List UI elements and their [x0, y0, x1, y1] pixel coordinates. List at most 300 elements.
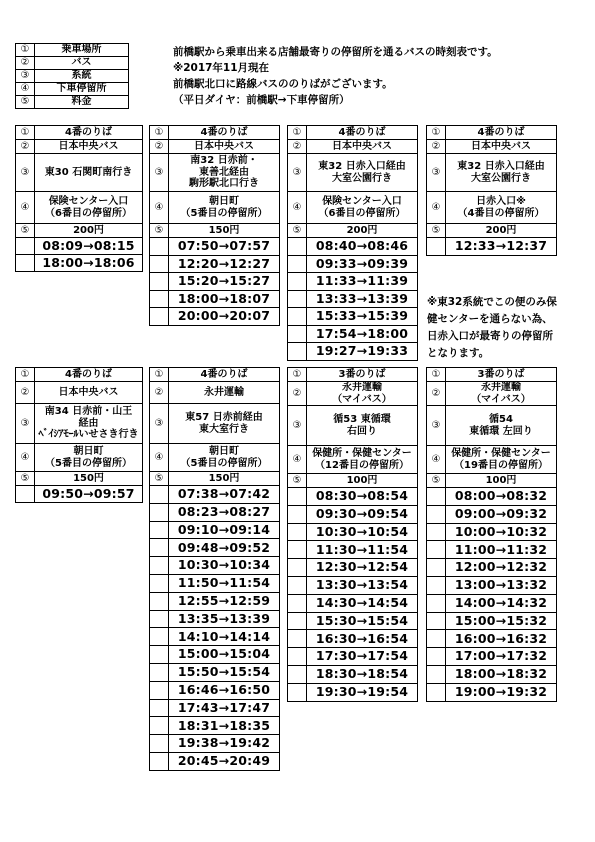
time-row	[427, 683, 557, 701]
bus-company-line: 永井運輸	[481, 382, 521, 393]
time-row	[288, 523, 418, 541]
time-row-spacer	[288, 630, 307, 648]
row-number: ③	[288, 154, 307, 192]
time-row	[427, 541, 557, 559]
time-row-spacer	[288, 488, 307, 506]
legend-row	[16, 44, 129, 57]
time-row	[150, 539, 280, 557]
info-row	[288, 154, 418, 192]
row-number: ②	[150, 382, 169, 404]
time-row	[150, 486, 280, 504]
departure-arrival-time: 13:30→13:54	[307, 576, 418, 594]
row-number: ②	[288, 382, 307, 406]
time-row	[150, 735, 280, 753]
departure-arrival-time: 18:00→18:32	[446, 665, 557, 683]
row-number: ③	[288, 406, 307, 446]
info-row	[427, 224, 557, 238]
departure-arrival-time: 20:00→20:07	[169, 308, 280, 326]
legend-row	[16, 83, 129, 96]
route-name-line: 東30 石関町南行き	[44, 166, 133, 178]
legend-number: ③	[16, 70, 35, 83]
departure-arrival-time: 13:33→13:39	[307, 290, 418, 308]
timetable-4	[426, 125, 557, 256]
time-row	[288, 505, 418, 523]
legend-row	[16, 96, 129, 109]
info-row	[427, 126, 557, 140]
route-name-line: 循53 東循環	[333, 414, 391, 425]
departure-arrival-time: 08:23→08:27	[169, 503, 280, 521]
row-number: ④	[150, 444, 169, 472]
row-number: ⑤	[427, 474, 446, 488]
time-row-spacer	[288, 343, 307, 361]
time-row	[288, 648, 418, 666]
alight-stop-line: （19番目の停留所）	[454, 459, 548, 471]
departure-arrival-time: 08:40→08:46	[307, 238, 418, 256]
time-row-spacer	[150, 521, 169, 539]
boarding-place: 4番のりば	[35, 126, 143, 140]
time-row-spacer	[150, 646, 169, 664]
departure-arrival-time: 17:43→17:47	[169, 699, 280, 717]
departure-arrival-time: 18:00→18:07	[169, 290, 280, 308]
row-number: ①	[150, 368, 169, 382]
route-name	[35, 154, 143, 192]
time-row	[427, 612, 557, 630]
time-row	[150, 574, 280, 592]
info-row	[288, 474, 418, 488]
time-row	[150, 646, 280, 664]
info-row	[427, 406, 557, 446]
route-name-line: 大室公園行き	[471, 172, 531, 184]
time-row	[427, 665, 557, 683]
bus-company: 永井運輸	[169, 382, 280, 404]
route-name	[446, 154, 557, 192]
alight-stop-line: （5番目の停留所）	[180, 457, 268, 469]
departure-arrival-time: 09:30→09:54	[307, 505, 418, 523]
departure-arrival-time: 19:27→19:33	[307, 343, 418, 361]
departure-arrival-time: 12:55→12:59	[169, 592, 280, 610]
info-row	[150, 140, 280, 154]
info-row	[150, 224, 280, 238]
time-row-spacer	[427, 559, 446, 577]
alight-stop-line: 朝日町	[73, 446, 104, 457]
time-row	[288, 238, 418, 256]
fare: 200円	[35, 224, 143, 238]
route-name-line: 東32 日赤入口経由	[318, 161, 406, 172]
departure-arrival-time: 09:10→09:14	[169, 521, 280, 539]
departure-arrival-time: 11:33→11:39	[307, 273, 418, 291]
fare: 150円	[35, 472, 143, 486]
departure-arrival-time: 18:30→18:54	[307, 665, 418, 683]
alight-stop	[446, 192, 557, 224]
departure-arrival-time: 19:00→19:32	[446, 683, 557, 701]
route-name-line: 駒形駅北口行き	[189, 178, 259, 190]
route-name-line: 東循環 左回り	[469, 425, 533, 437]
time-row-spacer	[288, 665, 307, 683]
time-row-spacer	[288, 238, 307, 256]
departure-arrival-time: 15:33→15:39	[307, 308, 418, 326]
note-line: 前橋駅北口に路線バスののりばがございます。	[173, 78, 393, 90]
time-row	[288, 255, 418, 273]
departure-arrival-time: 20:45→20:49	[169, 752, 280, 770]
time-row-spacer	[288, 576, 307, 594]
departure-arrival-time: 14:10→14:14	[169, 628, 280, 646]
time-row-spacer	[288, 523, 307, 541]
info-row	[427, 192, 557, 224]
timetable-1	[15, 125, 143, 272]
time-row-spacer	[288, 648, 307, 666]
info-row	[427, 474, 557, 488]
row-number: ②	[288, 140, 307, 154]
departure-arrival-time: 08:09→08:15	[35, 238, 143, 255]
route-name	[307, 154, 418, 192]
departure-arrival-time: 13:00→13:32	[446, 576, 557, 594]
departure-arrival-time: 12:33→12:37	[446, 238, 557, 256]
time-row-spacer	[427, 523, 446, 541]
time-row-spacer	[150, 238, 169, 256]
route-name-line: 東大室行き	[199, 423, 249, 435]
time-row	[150, 628, 280, 646]
time-row	[150, 290, 280, 308]
alight-stop-line: 朝日町	[209, 446, 239, 457]
route-name-line: 循54	[489, 414, 513, 425]
departure-arrival-time: 16:30→16:54	[307, 630, 418, 648]
departure-arrival-time: 11:50→11:54	[169, 574, 280, 592]
time-row	[288, 488, 418, 506]
time-row	[288, 308, 418, 326]
boarding-place: 4番のりば	[169, 368, 280, 382]
info-row	[150, 126, 280, 140]
time-row	[427, 576, 557, 594]
time-row-spacer	[150, 663, 169, 681]
departure-arrival-time: 10:00→10:32	[446, 523, 557, 541]
fare: 100円	[446, 474, 557, 488]
route-name	[169, 154, 280, 192]
time-row	[288, 594, 418, 612]
legend-row	[16, 70, 129, 83]
time-row	[288, 559, 418, 577]
info-row	[16, 368, 143, 382]
fare: 150円	[169, 224, 280, 238]
bus-company: 日本中央バス	[35, 140, 143, 154]
bus-company	[307, 382, 418, 406]
departure-arrival-time: 15:00→15:32	[446, 612, 557, 630]
time-row	[427, 559, 557, 577]
departure-arrival-time: 13:35→13:39	[169, 610, 280, 628]
row-number: ③	[16, 154, 35, 192]
boarding-place: 3番のりば	[307, 368, 418, 382]
legend-label: 系統	[35, 70, 129, 83]
info-row	[150, 368, 280, 382]
row-number: ④	[16, 192, 35, 224]
info-row	[150, 382, 280, 404]
route-name	[35, 404, 143, 444]
time-row-spacer	[16, 255, 35, 272]
legend-number: ④	[16, 83, 35, 96]
time-row-spacer	[150, 699, 169, 717]
departure-arrival-time: 10:30→10:54	[307, 523, 418, 541]
row-number: ③	[427, 406, 446, 446]
time-row	[150, 610, 280, 628]
time-row	[288, 343, 418, 361]
info-row	[288, 224, 418, 238]
departure-arrival-time: 17:30→17:54	[307, 648, 418, 666]
time-row	[288, 273, 418, 291]
time-row-spacer	[150, 255, 169, 273]
departure-arrival-time: 16:46→16:50	[169, 681, 280, 699]
departure-arrival-time: 11:00→11:32	[446, 541, 557, 559]
alight-stop-line: （5番目の停留所）	[180, 207, 268, 219]
departure-arrival-time: 12:30→12:54	[307, 559, 418, 577]
departure-arrival-time: 11:30→11:54	[307, 541, 418, 559]
info-row	[288, 368, 418, 382]
time-row-spacer	[427, 683, 446, 701]
time-row-spacer	[150, 610, 169, 628]
time-row	[427, 505, 557, 523]
legend-row	[16, 57, 129, 70]
departure-arrival-time: 15:50→15:54	[169, 663, 280, 681]
route-name	[446, 406, 557, 446]
row-number: ⑤	[288, 474, 307, 488]
time-row	[150, 273, 280, 291]
route-name-line: 南34 日赤前・山王	[44, 406, 133, 418]
time-row	[288, 683, 418, 701]
boarding-place: 4番のりば	[169, 126, 280, 140]
route-name-line: 右回り	[347, 425, 377, 437]
row-number: ④	[288, 192, 307, 224]
departure-arrival-time: 12:00→12:32	[446, 559, 557, 577]
boarding-place: 4番のりば	[446, 126, 557, 140]
time-row-spacer	[288, 541, 307, 559]
departure-arrival-time: 14:30→14:54	[307, 594, 418, 612]
departure-arrival-time: 18:31→18:35	[169, 717, 280, 735]
time-row-spacer	[150, 681, 169, 699]
route-name-line: 経由	[78, 417, 99, 429]
row-number: ④	[288, 446, 307, 474]
departure-arrival-time: 07:38→07:42	[169, 486, 280, 504]
info-row	[427, 140, 557, 154]
departure-arrival-time: 09:00→09:32	[446, 505, 557, 523]
row-number: ①	[288, 126, 307, 140]
departure-arrival-time: 09:33→09:39	[307, 255, 418, 273]
time-row	[288, 612, 418, 630]
timetable-5	[15, 367, 143, 503]
row-number: ④	[16, 444, 35, 472]
info-row	[150, 404, 280, 444]
time-row-spacer	[288, 505, 307, 523]
fare: 200円	[446, 224, 557, 238]
departure-arrival-time: 08:30→08:54	[307, 488, 418, 506]
info-row	[288, 126, 418, 140]
time-row	[150, 663, 280, 681]
row-number: ⑤	[16, 224, 35, 238]
time-row-spacer	[150, 752, 169, 770]
info-row	[150, 472, 280, 486]
info-row	[288, 446, 418, 474]
time-row-spacer	[150, 539, 169, 557]
time-row	[288, 665, 418, 683]
route-name-line: 東善北経由	[199, 166, 249, 178]
bus-company-line: （マイバス）	[471, 393, 531, 405]
departure-arrival-time: 09:48→09:52	[169, 539, 280, 557]
time-row	[427, 238, 557, 256]
departure-arrival-time: 17:00→17:32	[446, 648, 557, 666]
alight-stop	[35, 444, 143, 472]
legend-label: 料金	[35, 96, 129, 109]
row-number: ②	[150, 140, 169, 154]
departure-arrival-time: 07:50→07:57	[169, 238, 280, 256]
row-number: ③	[150, 404, 169, 444]
bus-company: 日本中央バス	[307, 140, 418, 154]
departure-arrival-time: 19:38→19:42	[169, 735, 280, 753]
alight-stop	[35, 192, 143, 224]
alight-stop-line: （4番目の停留所）	[457, 207, 545, 219]
alight-stop-line: （6番目の停留所）	[318, 207, 406, 219]
info-row	[427, 368, 557, 382]
time-row	[427, 488, 557, 506]
time-row	[288, 576, 418, 594]
time-row-spacer	[150, 290, 169, 308]
bus-company-line: 永井運輸	[342, 382, 382, 393]
departure-arrival-time: 15:20→15:27	[169, 273, 280, 291]
alight-stop	[169, 192, 280, 224]
alight-stop	[307, 446, 418, 474]
row-number: ④	[427, 446, 446, 474]
route-name-line: 東32 日赤入口経由	[457, 161, 545, 172]
time-row	[150, 238, 280, 256]
info-row	[16, 404, 143, 444]
departure-arrival-time: 15:00→15:04	[169, 646, 280, 664]
alight-stop-line: 日赤入口※	[476, 196, 526, 207]
info-row	[16, 126, 143, 140]
info-row	[288, 382, 418, 406]
time-row-spacer	[16, 238, 35, 255]
time-row-spacer	[150, 717, 169, 735]
time-row	[427, 594, 557, 612]
fare: 100円	[307, 474, 418, 488]
alight-stop	[169, 444, 280, 472]
bus-company: 日本中央バス	[446, 140, 557, 154]
time-row-spacer	[16, 486, 35, 503]
route-remark: ※東32系統でこの便のみ保健センターを通らない為、日赤入口が最寄りの停留所となります。	[427, 296, 557, 359]
time-row	[150, 255, 280, 273]
alight-stop	[307, 192, 418, 224]
note-line: （平日ダイヤ：前橋駅→下車停留所）	[173, 94, 350, 106]
departure-arrival-time: 15:30→15:54	[307, 612, 418, 630]
time-row-spacer	[150, 557, 169, 575]
alight-stop-line: 保健所・保健センター	[451, 448, 551, 459]
row-number: ④	[150, 192, 169, 224]
time-row	[288, 541, 418, 559]
timetable-3	[287, 125, 418, 361]
time-row-spacer	[150, 503, 169, 521]
time-row-spacer	[427, 576, 446, 594]
time-row	[150, 308, 280, 326]
time-row-spacer	[288, 559, 307, 577]
legend-label: 乗車場所	[35, 44, 129, 57]
info-row	[288, 192, 418, 224]
time-row-spacer	[288, 273, 307, 291]
time-row-spacer	[427, 665, 446, 683]
time-row-spacer	[150, 273, 169, 291]
boarding-place: 3番のりば	[446, 368, 557, 382]
info-row	[427, 154, 557, 192]
header-notes	[173, 44, 498, 108]
legend-number: ⑤	[16, 96, 35, 109]
route-name-line: 東57 日赤前経由	[185, 412, 263, 423]
timetable-2	[149, 125, 280, 326]
row-number: ①	[427, 368, 446, 382]
departure-arrival-time: 17:54→18:00	[307, 325, 418, 343]
info-row	[427, 446, 557, 474]
time-row-spacer	[288, 594, 307, 612]
legend-label: 下車停留所	[35, 83, 129, 96]
route-name	[307, 406, 418, 446]
time-row-spacer	[427, 488, 446, 506]
info-row	[150, 192, 280, 224]
time-row-spacer	[427, 612, 446, 630]
row-number: ③	[150, 154, 169, 192]
time-row	[16, 238, 143, 255]
time-row-spacer	[150, 628, 169, 646]
bus-company: 日本中央バス	[35, 382, 143, 404]
route-name	[169, 404, 280, 444]
time-row	[427, 523, 557, 541]
alight-stop-line: （6番目の停留所）	[45, 207, 132, 219]
boarding-place: 4番のりば	[35, 368, 143, 382]
time-row	[288, 325, 418, 343]
time-row	[16, 486, 143, 503]
time-row	[150, 503, 280, 521]
departure-arrival-time: 19:30→19:54	[307, 683, 418, 701]
row-number: ①	[16, 126, 35, 140]
timetable-6	[149, 367, 280, 771]
departure-arrival-time: 16:00→16:32	[446, 630, 557, 648]
bus-company	[446, 382, 557, 406]
row-number: ②	[16, 140, 35, 154]
info-row	[150, 444, 280, 472]
info-row	[16, 472, 143, 486]
legend-table	[15, 43, 129, 109]
time-row	[150, 717, 280, 735]
note-line: ※2017年11月現在	[173, 62, 270, 74]
row-number: ③	[16, 404, 35, 444]
time-row-spacer	[150, 574, 169, 592]
row-number: ⑤	[427, 224, 446, 238]
route-name-line: 南32 日赤前・	[190, 155, 258, 167]
row-number: ①	[288, 368, 307, 382]
fare: 150円	[169, 472, 280, 486]
row-number: ②	[427, 382, 446, 406]
note-line: 前橋駅から乗車出来る店舗最寄りの停留所を通るバスの時刻表です。	[173, 46, 498, 58]
time-row-spacer	[288, 308, 307, 326]
departure-arrival-time: 14:00→14:32	[446, 594, 557, 612]
time-row	[288, 630, 418, 648]
fare: 200円	[307, 224, 418, 238]
time-row	[16, 255, 143, 272]
time-row	[150, 557, 280, 575]
route-name-line: ﾍﾞｲｼｱﾓｰﾙいせさき行き	[38, 429, 139, 441]
alight-stop-line: 保険センター入口	[322, 196, 402, 207]
info-row	[16, 140, 143, 154]
row-number: ③	[427, 154, 446, 192]
time-row	[427, 648, 557, 666]
time-row-spacer	[150, 592, 169, 610]
row-number: ⑤	[150, 224, 169, 238]
departure-arrival-time: 10:30→10:34	[169, 557, 280, 575]
time-row	[150, 521, 280, 539]
bus-company-line: （マイバス）	[332, 393, 392, 405]
departure-arrival-time: 09:50→09:57	[35, 486, 143, 503]
